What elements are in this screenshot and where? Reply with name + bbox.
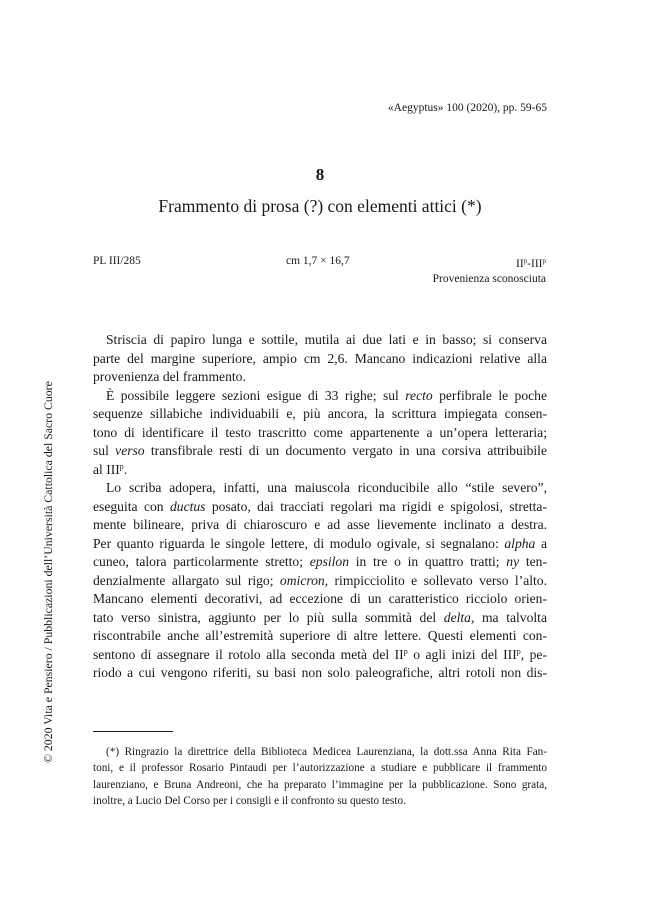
provenance: Provenienza sconosciuta	[432, 273, 546, 285]
date-range: $II^p-III^p$	[516, 257, 546, 270]
body-line: Mancano elementi decorativi, ad eccezione di un caratteristico ricciolo orien-	[93, 591, 547, 606]
body-line: parte del margine superiore, ampio cm 2,6. Mancano indicazioni relative alla	[93, 350, 547, 366]
article-number: 8	[315, 165, 325, 184]
body-line: riscontrabile anche all’estremità superiore di altre lettere. Questi elementi con-	[93, 628, 547, 643]
body-line: riodo a cui vengono riferiti, su basi non solo paleografiche, altri rotoli non dis-	[93, 665, 547, 680]
footnote-separator	[93, 731, 173, 732]
footnote-line: inoltre, a Lucio Del Corso per i consigli e il confronto su questo testo.	[93, 795, 406, 808]
article-body	[93, 331, 547, 683]
body-line: denzialmente allargato sul rigo; omicron, rimpicciolito e sollevato verso l’alto.	[93, 572, 547, 588]
body-line: mente bilineare, priva di chiaroscuro e ad asse lievemente inclinato a destra.	[93, 517, 547, 532]
body-line: Lo scriba adopera, infatti, una maiuscola riconducibile allo “stile severo”,	[106, 480, 547, 495]
body-line: provenienza del frammento.	[93, 369, 246, 384]
footnote-line: (*) Ringrazio la direttrice della Biblioteca Medicea Laurenziana, la dott.ssa Anna Rita Fan-	[106, 746, 547, 758]
body-line: al III$^p$.	[93, 461, 128, 477]
article-title: Frammento di prosa (?) con elementi attici (*)	[158, 196, 482, 216]
running-head: «Aegyptus» 100 (2020), pp. 59-65	[387, 102, 547, 114]
inventory-number: PL III/285	[93, 255, 141, 267]
body-line: sentono di assegnare il rotolo alla seconda metà del $II^p$ o agli inizi del III$^p$, pe-	[93, 646, 547, 662]
footnote-line: laurenziano, e Bruna Andreoni, che ha preparato l’immagine per la pubblicazione. Sono grata,	[93, 778, 547, 791]
footnote-line: toni, e il professor Rosario Pintaudi per l’autorizzazione a studiare e pubblicare il frammento	[93, 762, 547, 775]
body-line: Per quanto riguarda le singole lettere, di modulo ogivale, si segnalano: alpha a	[93, 535, 547, 551]
date-provenance	[433, 254, 546, 287]
footnote	[93, 744, 547, 810]
body-line: Striscia di papiro lunga e sottile, mutila ai due lati e in basso; si conserva	[106, 332, 547, 347]
body-line: eseguita con ductus posato, dai tracciati regolari ma rigidi e spigolosi, stretta-	[93, 498, 547, 514]
body-line: È possibile leggere sezioni esigue di 33 righe; sul recto perfibrale le poche	[106, 387, 547, 403]
papyrus-dimensions: cm 1,7 × 16,7	[286, 255, 350, 267]
copyright-notice: © 2020 Vita e Pensiero / Pubblicazioni dell’Università Cattolica del Sacro Cuore	[41, 381, 55, 763]
body-line: sul verso transfibrale resti di un documento vergato in una corsiva attribuibile	[93, 443, 547, 458]
body-line: tono di identificare il testo trascritto come appartenente a un’opera letteraria;	[93, 424, 547, 440]
body-line: tato verso sinistra, aggiunto per lo più sulla sommità del delta, ma talvolta	[93, 609, 547, 625]
body-line: sequenze sillabiche individuabili e, più ancora, la scrittura impiegata consen-	[93, 406, 547, 421]
body-line: cuneo, talora particolarmente stretto; epsilon in tre o in quattro tratti; ny ten-	[93, 554, 547, 569]
